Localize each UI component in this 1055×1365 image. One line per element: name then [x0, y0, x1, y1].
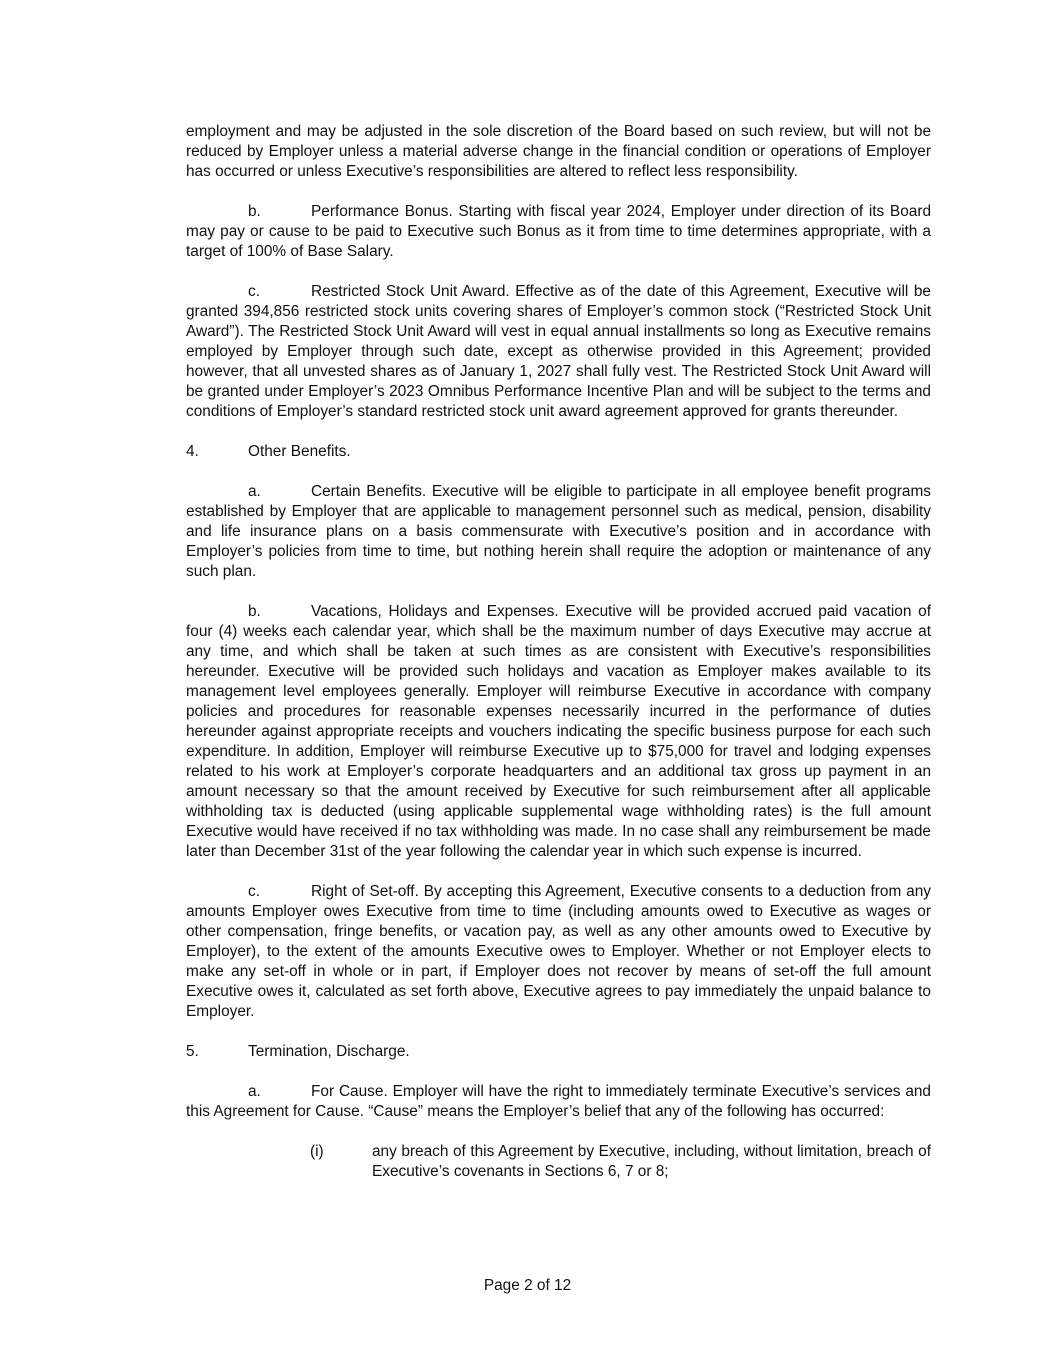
- section-3c: [186, 282, 931, 422]
- section-5-title: Termination, Discharge.: [248, 1043, 410, 1060]
- section-4c-label: c.: [248, 883, 260, 900]
- section-3c-text: . Effective as of the date of this Agreement, Executive will be granted 394,856 restricted stock units covering shares of Employer’s common stock (“Restricted Stock Unit Award”). The Restricted Stock Unit Award will vest in equal annual installments so long as Executive remains employed by Employer through such date, except as otherwise provided in this Agreement; provided however, that all unvested shares as of January 1, 2027 shall fully vest. The Restricted Stock Unit Award will be granted under Employer’s 2023 Omnibus Performance Incentive Plan and will be subject to the terms and conditions of Employer’s standard restricted stock unit award agreement approved for grants thereunder.: [186, 283, 931, 420]
- continuation-paragraph: employment and may be adjusted in the sole discretion of the Board based on such review, but will not be reduced by Employer unless a material adverse change in the financial condition or operations of Employer has occurred or unless Executive’s responsibilities are altered to reflect less responsibility.: [186, 123, 931, 180]
- section-3b-label: b.: [248, 203, 261, 220]
- section-4c-heading: Right of Set-off: [311, 883, 415, 900]
- section-4a-heading: Certain Benefits: [311, 483, 422, 500]
- page-footer: Page 2 of 12: [483, 1277, 572, 1294]
- section-5-heading: [186, 1042, 931, 1062]
- section-4c-text: . By accepting this Agreement, Executive consents to a deduction from any amounts Employer owes Executive from time to time (including amounts owed to Executive as wages or other compensation, fringe benefits, or vacation pay, as well as any other amounts owed to Executive by Employer), to the extent of the amounts Executive owes to Employer. Whether or not Employer elects to make any set-off in whole or in part, if Employer does not recover by means of set-off the full amount Executive owes it, calculated as set forth above, Executive agrees to pay immediately the unpaid balance to Employer.: [186, 883, 931, 1020]
- document-page: [186, 122, 931, 1182]
- section-4-title: Other Benefits.: [248, 443, 351, 460]
- section-4-heading: [186, 442, 931, 462]
- section-4-number: 4.: [186, 443, 199, 460]
- section-4a-label: a.: [248, 483, 261, 500]
- section-4a-text: . Executive will be eligible to participate in all employee benefit programs established by Employer that are applicable to management personnel such as medical, pension, disability and life insurance plans on a basis commensurate with Executive’s position and in accordance with Employer’s policies from time to time, but nothing herein shall require the adoption or maintenance of any such plan.: [186, 483, 931, 580]
- section-4b-label: b.: [248, 603, 261, 620]
- section-3c-heading: Restricted Stock Unit Award: [311, 283, 506, 300]
- section-4c: [186, 882, 931, 1022]
- section-3c-label: c.: [248, 283, 260, 300]
- section-4b-text: . Executive will be provided accrued paid vacation of four (4) weeks each calendar year, which shall be the maximum number of days Executive may accrue at any time, and which shall be taken at such times as are consistent with Executive’s responsibilities hereunder. Executive will be provided such holidays and vacation as Employer makes available to its management level employees generally. Employer will reimburse Executive in accordance with company policies and procedures for reasonable expenses necessarily incurred in the performance of duties hereunder against appropriate receipts and vouchers indicating the specific business purpose for each such expenditure. In addition, Employer will reimburse Executive up to $75,000 for travel and lodging expenses related to his work at Employer’s corporate headquarters and an additional tax gross up payment in an amount necessary so that the amount received by Executive for such reimbursement after all applicable withholding tax is deducted (using applicable supplemental wage withholding rates) is the full amount Executive would have received if no tax withholding was made. In no case shall any reimbursement be made later than December 31st of the year following the calendar year in which such expense is incurred.: [186, 603, 931, 860]
- section-5a-item-i-number: (i): [310, 1143, 324, 1160]
- section-5a-label: a.: [248, 1083, 261, 1100]
- section-5a: [186, 1082, 931, 1122]
- section-4a: [186, 482, 931, 582]
- section-4b-heading: Vacations, Holidays and Expenses: [311, 603, 555, 620]
- section-5a-item-i-text: any breach of this Agreement by Executive, including, without limitation, breach of Executive’s covenants in Sections 6, 7 or 8;: [372, 1143, 931, 1180]
- section-4b: [186, 602, 931, 862]
- section-5a-heading: For Cause: [311, 1083, 384, 1100]
- section-5a-text: . Employer will have the right to immediately terminate Executive’s services and this Agreement for Cause. “Cause” means the Employer’s belief that any of the following has occurred:: [186, 1083, 931, 1120]
- section-5a-item-i: [310, 1142, 931, 1182]
- section-3b-text: . Starting with fiscal year 2024, Employer under direction of its Board may pay or cause to be paid to Executive such Bonus as it from time to time determines appropriate, with a target of 100% of Base Salary.: [186, 203, 931, 260]
- section-3b: [186, 202, 931, 262]
- section-5-number: 5.: [186, 1043, 199, 1060]
- section-3b-heading: Performance Bonus: [311, 203, 449, 220]
